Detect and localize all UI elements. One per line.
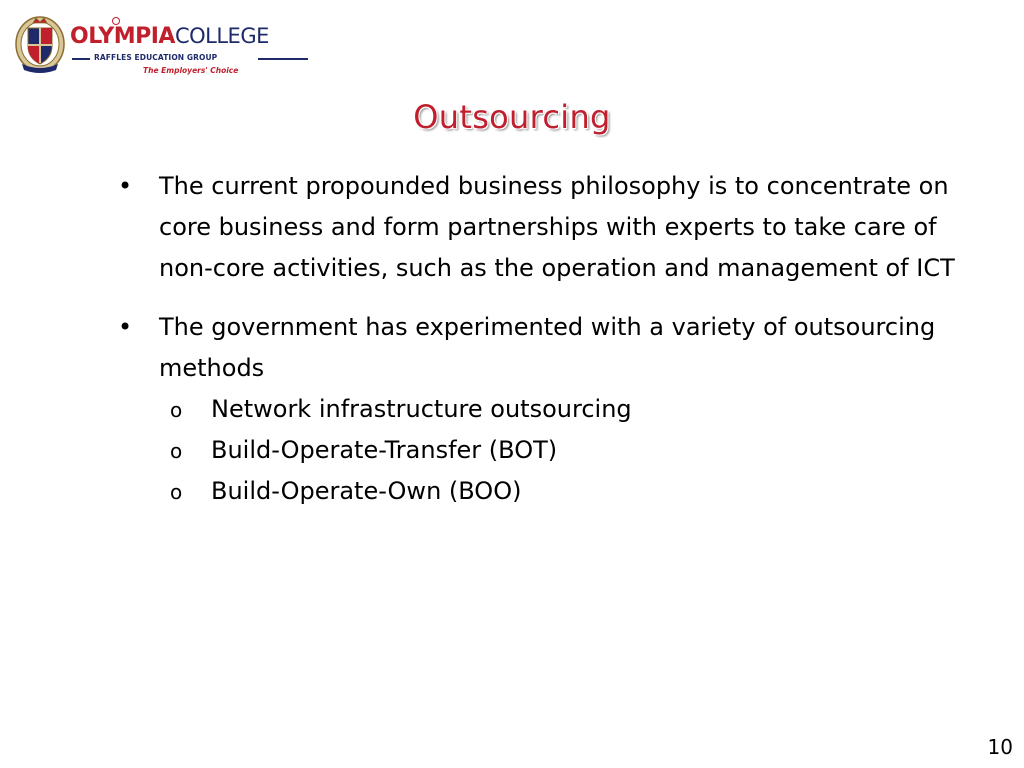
- logo-rule-left: [72, 58, 90, 60]
- college-crest-icon: [14, 14, 66, 76]
- sub-bullet-list: [159, 389, 972, 512]
- logo-name-olympia: OLYMPIA: [70, 24, 175, 49]
- sub-bullet-item: [159, 471, 972, 512]
- bullet-item: [112, 307, 972, 512]
- logo-rule-right: [258, 58, 308, 60]
- sub-bullet-marker: o: [170, 439, 183, 463]
- logo-name-college: COLLEGE: [174, 24, 269, 48]
- sub-bullet-marker: o: [170, 398, 183, 422]
- olympia-college-logo: [14, 14, 314, 80]
- bullet-text: The government has experimented with a variety of outsourcing methods: [159, 313, 936, 382]
- bullet-text: The current propounded business philosophy is to concentrate on core business and form partnerships with experts to take care of non-core activities, such as the operation and management of ICT: [159, 172, 955, 282]
- slide-title: Outsourcing: [413, 98, 611, 136]
- slide-content: [112, 166, 972, 530]
- logo-wordmark: [70, 26, 269, 48]
- logo-tagline: The Employers' Choice: [143, 66, 239, 75]
- sub-bullet-text: Network infrastructure outsourcing: [211, 395, 632, 423]
- sub-bullet-item: [159, 430, 972, 471]
- sub-bullet-item: [159, 389, 972, 430]
- page-number: 10: [987, 735, 1013, 759]
- bullet-item: [112, 166, 972, 289]
- sub-bullet-marker: o: [170, 480, 183, 504]
- sub-bullet-text: Build-Operate-Transfer (BOT): [211, 436, 558, 464]
- logo-group-name: RAFFLES EDUCATION GROUP: [94, 53, 218, 62]
- bullet-list: [112, 166, 972, 512]
- sub-bullet-text: Build-Operate-Own (BOO): [211, 477, 522, 505]
- bullet-marker: •: [118, 172, 133, 200]
- bullet-marker: •: [118, 313, 133, 341]
